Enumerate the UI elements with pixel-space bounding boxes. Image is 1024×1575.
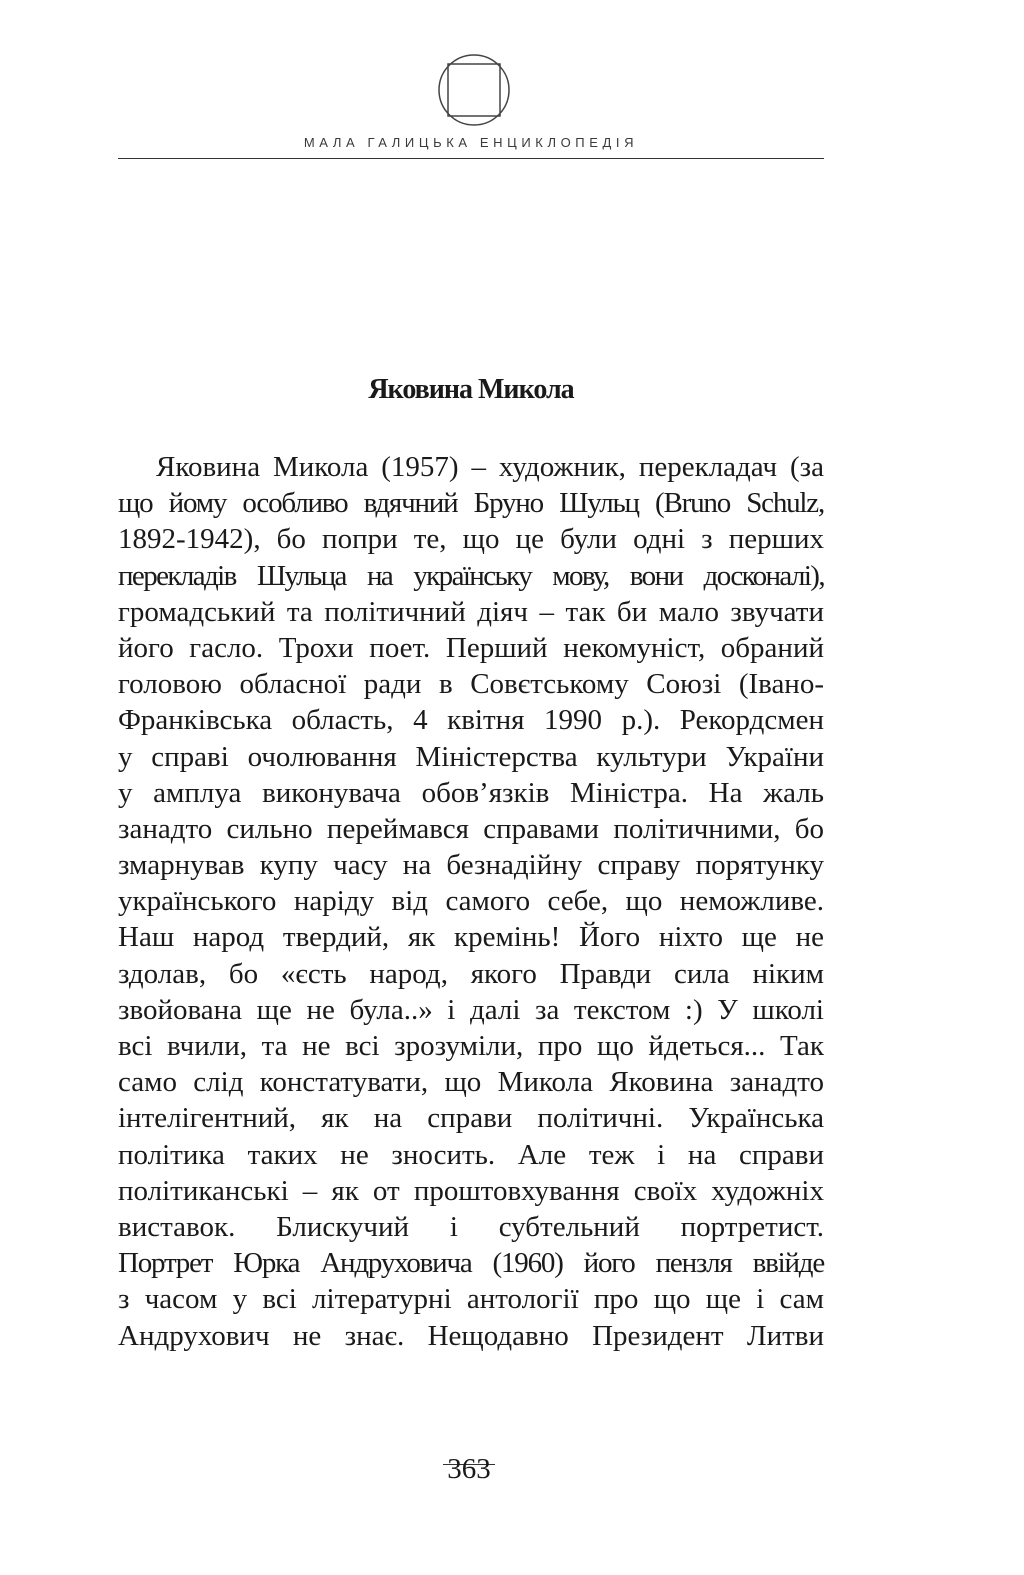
body-line: звойована ще не була..» і далі за текстом :) У школі: [118, 993, 824, 1026]
body-line: виставок. Блискучий і субтельний портретист.: [118, 1210, 824, 1243]
body-line: політиканські – як от проштовхування своїх художніх: [118, 1174, 824, 1207]
body-line: політика таких не зносить. Але теж і на справи: [118, 1138, 824, 1171]
body-line: Андрухович не знає. Нещодавно Президент Литви: [118, 1319, 824, 1352]
body-line: з часом у всі літературні антології про що ще і сам: [118, 1283, 824, 1316]
body-line: головою обласної ради в Совєтському Союзі (Івано-: [118, 668, 824, 701]
body-line: змарнував купу часу на безнадійну справу порятунку: [118, 849, 824, 882]
body-line: занадто сильно переймався справами політичними, бо: [118, 812, 824, 845]
body-line: громадський та політичний діяч – так би мало звучати: [118, 595, 824, 628]
body-line: Портрет Юрка Андруховича (1960) його пензля ввійде: [118, 1247, 824, 1280]
body-line: Наш народ твердий, як кремінь! Його ніхто ще не: [118, 921, 824, 954]
circle-square-emblem-icon: [436, 50, 512, 130]
body-line: Франківська область, 4 квітня 1990 р.). Рекордсмен: [118, 704, 824, 737]
body-line: що йому особливо вдячний Бруно Шульц (Bruno Schulz,: [118, 487, 824, 520]
body-line: 1892-1942), бо попри те, що це були одні з перших: [118, 523, 824, 556]
article-body: [118, 449, 824, 1354]
body-line: само слід констатувати, що Микола Яковина занадто: [118, 1066, 824, 1099]
header-rule: [118, 158, 824, 159]
body-line: перекладів Шульца на українську мову, вони досконалі),: [118, 559, 824, 592]
body-line: у справі очолювання Міністерства культури України: [118, 740, 824, 773]
body-line: його гасло. Трохи поет. Перший некомуніст, обраний: [118, 631, 824, 664]
body-line: українського наріду від самого себе, що неможливе.: [118, 885, 824, 918]
body-line: інтелігентний, як на справи політичні. Українська: [118, 1102, 824, 1135]
body-line: всі вчили, та не всі зрозуміли, про що йдеться... Так: [118, 1030, 824, 1062]
body-line: у амплуа виконувача обов’язків Міністра. На жаль: [118, 776, 824, 809]
body-line: здолав, бо «єсть народ, якого Правди сила ніким: [118, 957, 824, 990]
body-line: Яковина Микола (1957) – художник, перекладач (за: [156, 451, 824, 483]
running-head: МАЛА ГАЛИЦЬКА ЕНЦИКЛОПЕДІЯ: [303, 135, 639, 150]
page-number: 363: [447, 1453, 491, 1485]
article-title: Яковина Микола: [368, 374, 574, 405]
